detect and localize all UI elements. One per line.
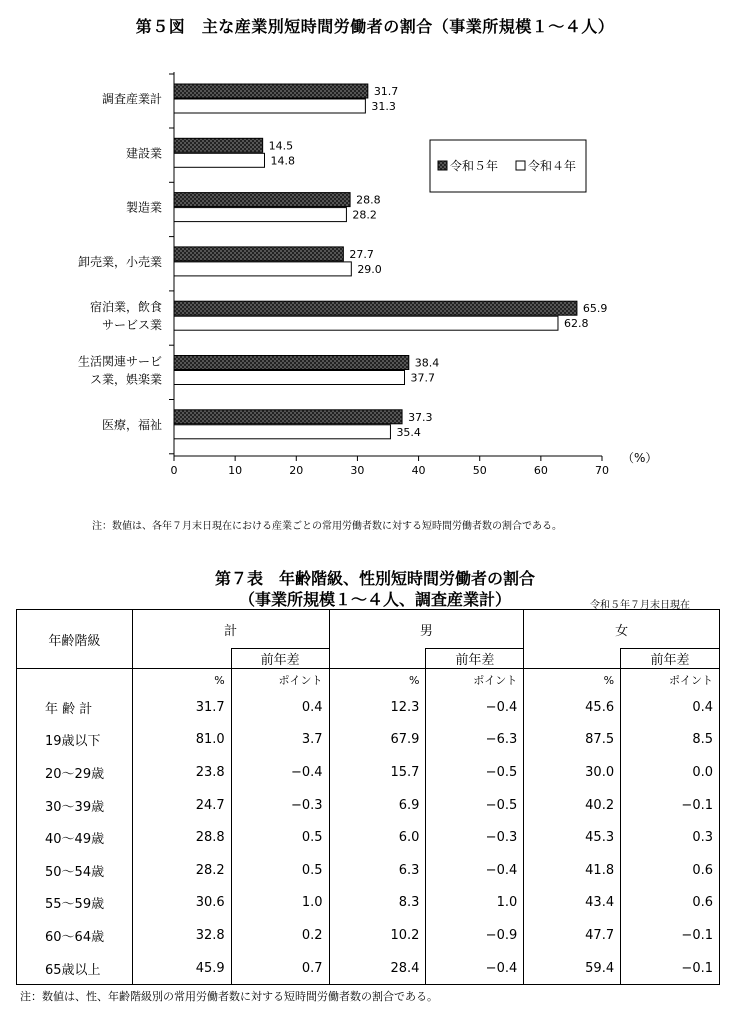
data-label: 31.3: [371, 100, 396, 113]
table-cell: 28.2: [132, 854, 231, 887]
data-label: 29.0: [357, 262, 382, 276]
table-cell: 3.7: [231, 724, 329, 757]
unit-spacer: [17, 669, 133, 692]
bar-r5: [174, 301, 577, 315]
figure-note: 注：数値は、各年７月末日現在における産業ごとの常用労働者数に対する短時間労働者数の割合である。: [92, 521, 562, 532]
sub-header: 前年差: [621, 649, 720, 669]
age-label: 55～59歳: [17, 887, 133, 920]
category-label: 調査産業計: [101, 92, 162, 106]
table-row: [17, 919, 720, 952]
table-row: [17, 756, 720, 789]
bar-r4: [174, 208, 346, 222]
table-cell: −0.3: [231, 789, 329, 822]
header-spacer: [329, 649, 426, 669]
table-cell: 0.2: [231, 919, 329, 952]
category-label: 生活関連サービ: [77, 354, 162, 369]
table-cell: 30.0: [524, 756, 621, 789]
table-cell: 0.6: [621, 887, 720, 920]
data-label: 37.7: [410, 371, 436, 385]
table-cell: 30.6: [132, 887, 231, 920]
table-row: [17, 821, 720, 854]
bar-r4: [174, 99, 365, 113]
data-label: 35.4: [396, 425, 421, 439]
legend-swatch-r5: [438, 161, 447, 170]
table-subtitle: （事業所規模１～４人、調査産業計）: [238, 590, 511, 609]
table-cell: 1.0: [426, 887, 524, 920]
table-cell: 59.4: [524, 952, 621, 985]
data-label: 38.4: [414, 356, 440, 370]
table-row: [17, 854, 720, 887]
table-cell: 12.3: [329, 691, 426, 724]
age-label: 60～64歳: [17, 919, 133, 952]
group-header: 女: [524, 610, 720, 649]
age-label: 50～54歳: [17, 854, 133, 887]
figure-title: 第５図 主な産業別短時間労働者の割合（事業所規模１～４人）: [135, 17, 615, 36]
table-cell: 45.6: [524, 691, 621, 724]
table-row: [17, 887, 720, 920]
category-label: 建設業: [125, 146, 162, 161]
data-label: 31.7: [373, 85, 399, 98]
data-label: 62.8: [563, 317, 589, 331]
table-cell: 1.0: [231, 887, 329, 920]
x-tick-label: 60: [533, 464, 548, 477]
table-row: [17, 952, 720, 985]
table-cell: 28.4: [329, 952, 426, 985]
table-cell: −0.5: [426, 789, 524, 822]
age-label: 65歳以上: [17, 952, 133, 985]
data-label: 28.2: [352, 208, 377, 222]
bar-r4: [174, 425, 390, 439]
table-cell: 0.0: [621, 756, 720, 789]
legend-label: 令和４年: [528, 159, 577, 173]
table-cell: 6.0: [329, 821, 426, 854]
x-tick-label: 30: [350, 464, 365, 477]
table-cell: 15.7: [329, 756, 426, 789]
row-header: 年齢階級: [17, 610, 133, 669]
table-cell: 0.5: [231, 821, 329, 854]
data-label: 65.9: [582, 302, 608, 316]
table-cell: 0.7: [231, 952, 329, 985]
table-cell: −6.3: [426, 724, 524, 757]
table-cell: 45.3: [524, 821, 621, 854]
table-cell: 45.9: [132, 952, 231, 985]
table-cell: 87.5: [524, 724, 621, 757]
table-cell: 32.8: [132, 919, 231, 952]
table-cell: 10.2: [329, 919, 426, 952]
table-row: [17, 789, 720, 822]
table-cell: 0.3: [621, 821, 720, 854]
bar-r4: [174, 262, 351, 276]
table-cell: 0.4: [621, 691, 720, 724]
bar-r5: [174, 410, 402, 424]
bar-r4: [174, 153, 264, 167]
category-label: 医療，福祉: [101, 417, 162, 432]
unit-pt: ポイント: [231, 669, 329, 692]
table-cell: 6.3: [329, 854, 426, 887]
table-cell: 43.4: [524, 887, 621, 920]
age-label: 20～29歳: [17, 756, 133, 789]
table-cell: 0.5: [231, 854, 329, 887]
table-row: [17, 724, 720, 757]
category-label: 卸売業，小売業: [77, 254, 162, 269]
x-tick-label: 20: [289, 464, 304, 477]
category-label: 宿泊業，飲食: [89, 300, 162, 315]
table-row: [17, 691, 720, 724]
x-tick-label: 0: [170, 464, 178, 477]
table-cell: 67.9: [329, 724, 426, 757]
category-label: ス業，娯楽業: [89, 372, 162, 387]
table-cell: 41.8: [524, 854, 621, 887]
x-tick-label: 40: [411, 464, 426, 477]
bar-r5: [174, 84, 368, 98]
bar-r4: [174, 371, 405, 385]
table-cell: −0.4: [231, 756, 329, 789]
data-label: 37.3: [408, 410, 433, 424]
sub-header: 前年差: [231, 649, 329, 669]
header-spacer: [132, 649, 231, 669]
bar-r5: [174, 138, 263, 152]
table-cell: 23.8: [132, 756, 231, 789]
table-cell: 40.2: [524, 789, 621, 822]
age-label: 年 齢 計: [17, 691, 133, 724]
bar-r5: [174, 356, 409, 370]
data-label: 28.8: [356, 193, 381, 207]
x-axis-unit: （%）: [622, 451, 658, 465]
table-cell: −0.3: [426, 821, 524, 854]
table-cell: −0.4: [426, 952, 524, 985]
category-label: 製造業: [125, 200, 162, 215]
table-cell: −0.1: [621, 952, 720, 985]
header-spacer: [524, 649, 621, 669]
group-header: 男: [329, 610, 524, 649]
table-cell: −0.9: [426, 919, 524, 952]
age-gender-table: [16, 609, 720, 985]
table-cell: −0.4: [426, 691, 524, 724]
unit-pct: %: [524, 669, 621, 692]
bar-r5: [174, 193, 350, 207]
table-cell: 0.4: [231, 691, 329, 724]
table-cell: −0.4: [426, 854, 524, 887]
data-label: 27.7: [349, 247, 374, 261]
bar-r5: [174, 247, 343, 261]
table-cell: 6.9: [329, 789, 426, 822]
data-label: 14.8: [270, 154, 295, 168]
unit-pct: %: [329, 669, 426, 692]
bar-r4: [174, 316, 558, 330]
table-note: 注：数値は、性、年齢階級別の常用労働者数に対する短時間労働者数の割合である。: [20, 990, 438, 1003]
sub-header: 前年差: [426, 649, 524, 669]
table-date-note: 令和５年７月末日現在: [590, 600, 690, 611]
table-cell: 81.0: [132, 724, 231, 757]
table-cell: 24.7: [132, 789, 231, 822]
table-cell: 0.6: [621, 854, 720, 887]
table-cell: −0.1: [621, 789, 720, 822]
data-label: 14.5: [268, 139, 294, 153]
legend-swatch-r4: [516, 161, 525, 170]
table-cell: 8.3: [329, 887, 426, 920]
age-label: 19歳以下: [17, 724, 133, 757]
table-cell: 8.5: [621, 724, 720, 757]
table-title: 第７表 年齢階級、性別短時間労働者の割合: [214, 569, 535, 588]
age-label: 30～39歳: [17, 789, 133, 822]
table-cell: −0.5: [426, 756, 524, 789]
x-tick-label: 70: [595, 464, 609, 477]
unit-pct: %: [132, 669, 231, 692]
table-cell: 31.7: [132, 691, 231, 724]
table-cell: −0.1: [621, 919, 720, 952]
category-label: サービス業: [101, 318, 162, 333]
age-label: 40～49歳: [17, 821, 133, 854]
x-tick-label: 10: [228, 464, 243, 477]
x-tick-label: 50: [472, 464, 487, 477]
unit-pt: ポイント: [426, 669, 524, 692]
table-cell: 47.7: [524, 919, 621, 952]
unit-pt: ポイント: [621, 669, 720, 692]
group-header: 計: [132, 610, 329, 649]
legend-label: 令和５年: [450, 159, 499, 173]
table-cell: 28.8: [132, 821, 231, 854]
